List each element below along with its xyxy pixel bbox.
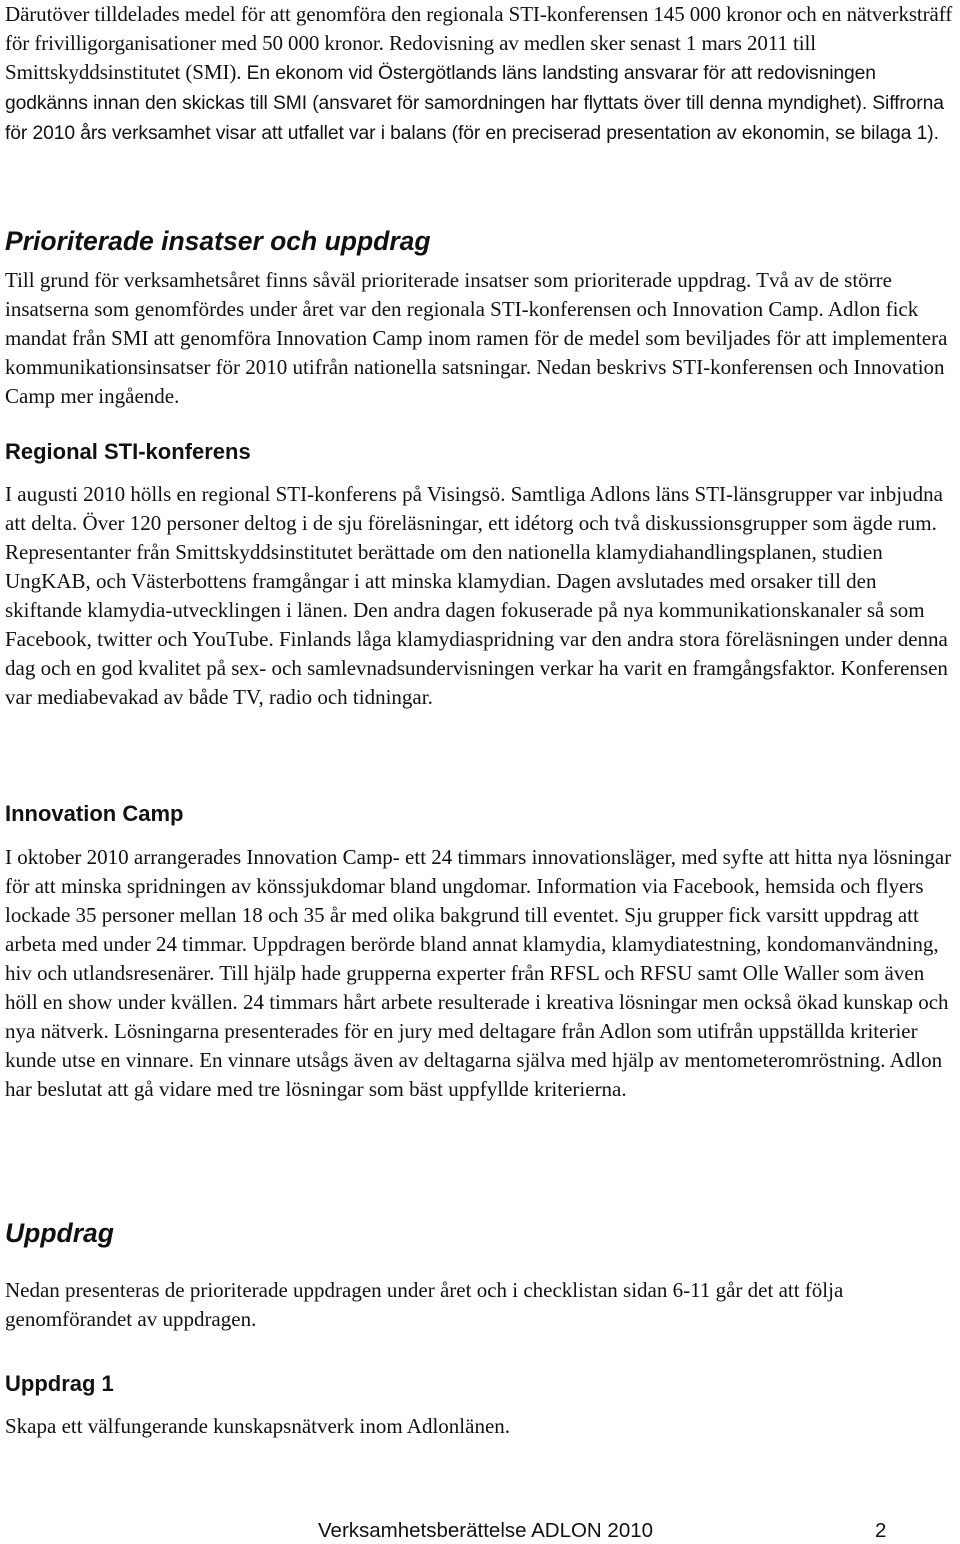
paragraph-innovation-camp: I oktober 2010 arrangerades Innovation Camp- ett 24 timmars innovationsläger, med syfte att hitta nya lösningar för att minska spridningen av könssjukdomar bland ungdomar. Information via Facebook, hemsida och flyers lockade 35 personer mellan 18 och 35 år med olika bakgrund till eventet. Sju grupper fick varsitt uppdrag att arbeta med under 24 timmar. Uppdragen berörde bland annat klamydia, klamydiatestning, kondomanvändning, hiv och utlandsresenärer. Till hjälp hade grupperna experter från RFSL och RFSU samt Olle Waller som även höll en show under kvällen. 24 timmars hårt arbete resulterade i kreativa lösningar men också ökad kunskap och nya nätverk. Lösningarna presenterades för en jury med deltagare från Adlon som utifrån uppställda kriterier kunde utse en vinnare. En vinnare utsågs även av deltagarna själva med hjälp av mentometeromröstning. Adlon har beslutat att gå vidare med tre lösningar som bäst uppfyllde kriterierna. [5, 845, 952, 1101]
intro-sentence-balance: Siffrorna för 2010 års verksamhet visar att utfallet var i balans (för en preciserad presentation av ekonomin, se bilaga 1). [5, 93, 944, 144]
heading-innovation-camp: Innovation Camp [5, 801, 184, 826]
intro-sentence-reporting: Redovisning av medlen sker senast 1 mars 2011 till Smittskyddsinstitutet (SMI). [5, 31, 816, 84]
heading-prioriterade-insatser: Prioriterade insatser och uppdrag [5, 226, 431, 256]
intro-sentence-economist: En ekonom vid Östergötlands läns landsting ansvarar för att redovisningen godkänns innan den skickas till SMI (ansvaret för samordningen har flyttats över till denna myndighet). [5, 63, 876, 114]
intro-paragraph [5, 0, 957, 148]
paragraph-uppdrag: Nedan presenteras de prioriterade uppdragen under året och i checklistan sidan 6-11 går det att följa genomförandet av uppdragen. [5, 1278, 844, 1331]
footer-title: Verksamhetsberättelse ADLON 2010 [318, 1519, 654, 1542]
paragraph-regional-sti-konferens: I augusti 2010 hölls en regional STI-konferens på Visingsö. Samtliga Adlons läns STI-länsgrupper var inbjudna att delta. Över 120 personer deltog i de sju föreläsningar, ett idétorg och två diskussionsgrupper som ägde rum. Representanter från Smittskyddsinstitutet berättade om den nationella klamydiahandlingsplanen, studien UngKAB, och Västerbottens framgångar i att minska klamydian. Dagen avslutades med orsaker till den skiftande klamydia-utvecklingen i länen. Den andra dagen fokuserade på nya kommunikationskanaler så som Facebook, twitter och YouTube. Finlands låga klamydiaspridning var den andra stora föreläsningen under denna dag och en god kvalitet på sex- och samlevnadsundervisningen verkar ha varit en framgångsfaktor. Konferensen var mediabevakad av både TV, radio och tidningar. [5, 482, 948, 709]
page-number: 2 [875, 1519, 887, 1542]
paragraph-prioriterade-insatser: Till grund för verksamhetsåret finns såväl prioriterade insatser som prioriterade uppdrag. Två av de större insatserna som genomfördes under året var den regionala STI-konferensen och Innovation Camp. Adlon fick mandat från SMI att genomföra Innovation Camp inom ramen för de medel som beviljades för att implementera kommunikationsinsatser för 2010 utifrån nationella satsningar. Nedan beskrivs STI-konferensen och Innovation Camp mer ingående. [5, 268, 948, 408]
heading-regional-sti-konferens: Regional STI-konferens [5, 439, 251, 464]
intro-sentence-funding: Därutöver tilldelades medel för att genomföra den regionala STI-konferensen 145 000 kronor och en nätverksträff för frivilligorganisationer med 50 000 kronor. [5, 2, 953, 55]
heading-uppdrag-1: Uppdrag 1 [5, 1371, 114, 1396]
paragraph-uppdrag-1: Skapa ett välfungerande kunskapsnätverk inom Adlonlänen. [5, 1414, 511, 1438]
page-footer [318, 1518, 886, 1544]
heading-uppdrag: Uppdrag [5, 1218, 114, 1248]
